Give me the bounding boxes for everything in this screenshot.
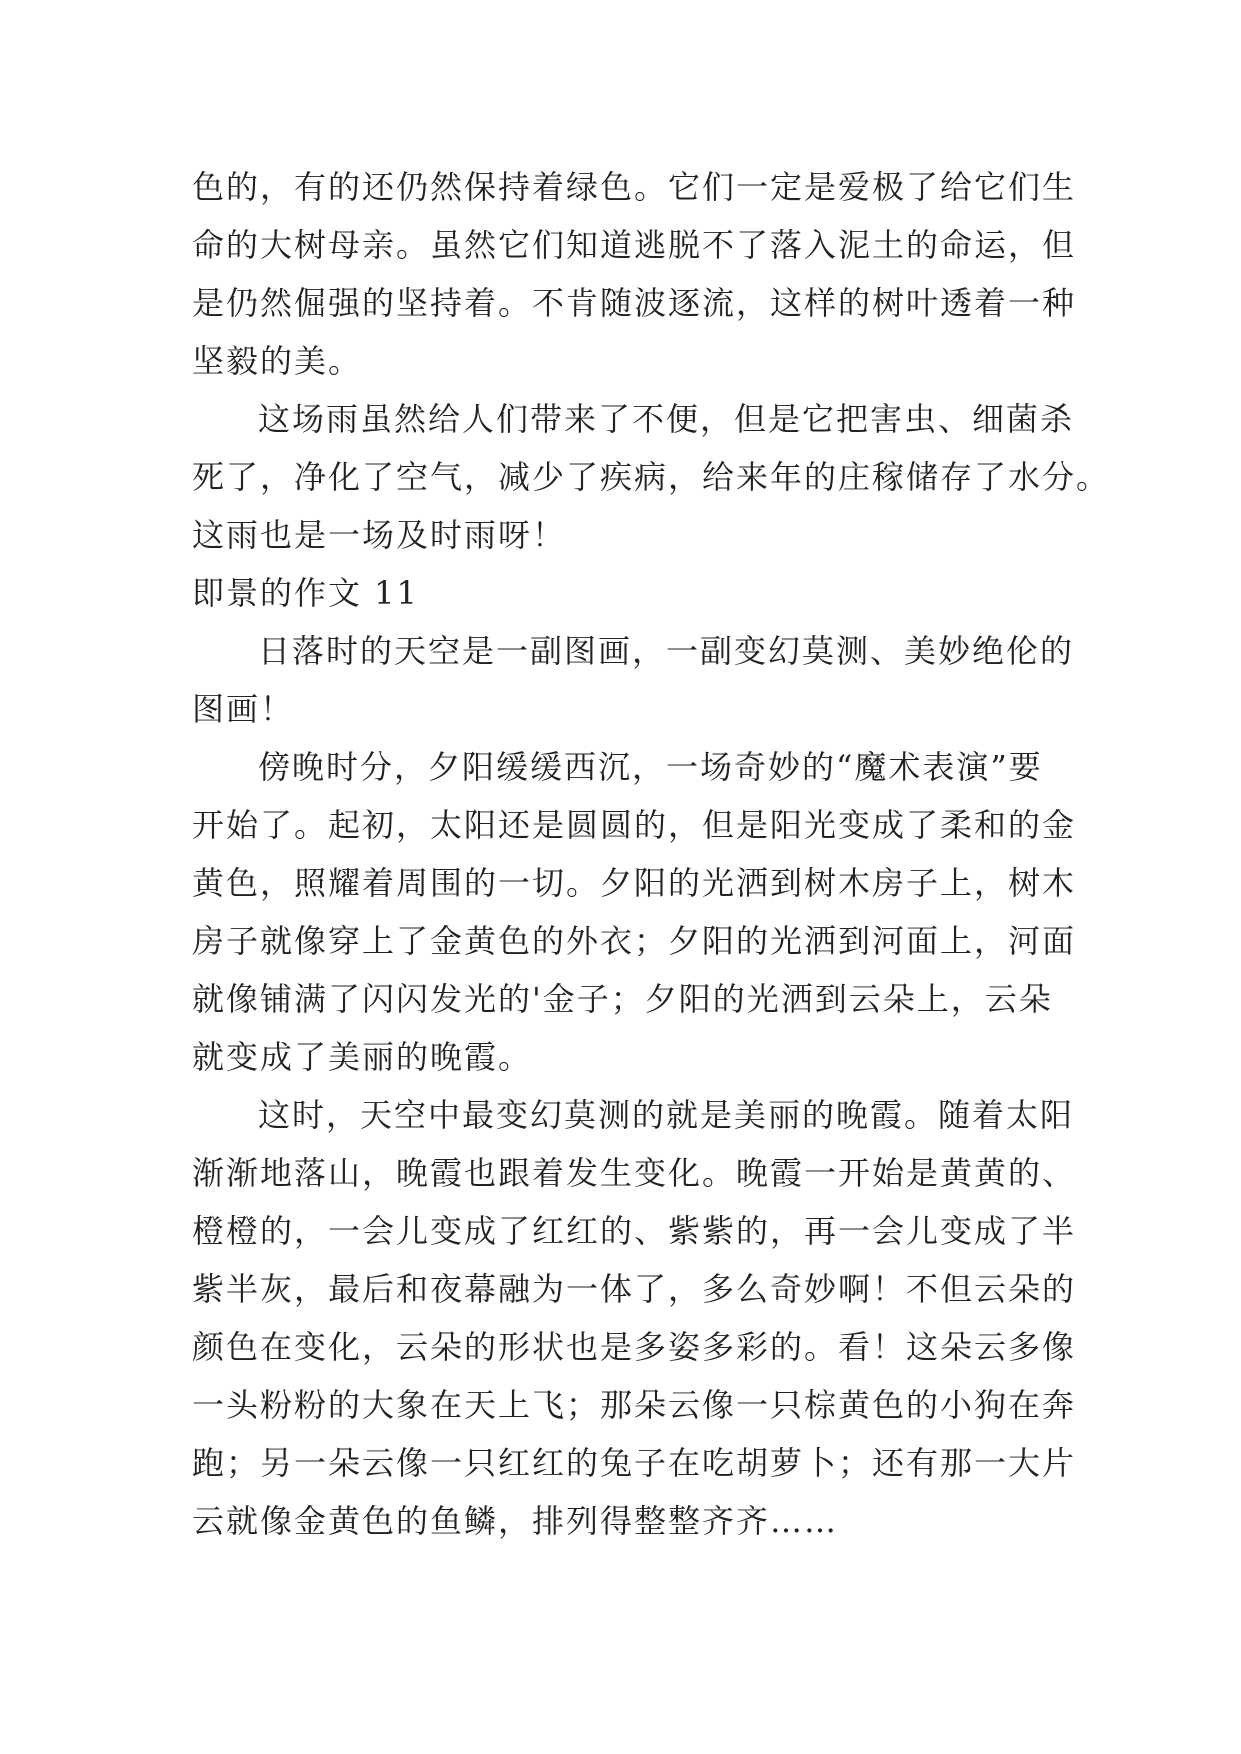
paragraph-line: 开始了。起初，太阳还是圆圆的，但是阳光变成了柔和的金	[192, 806, 1077, 844]
paragraph-line: 日落时的天空是一副图画，一副变幻莫测、美妙绝伦的	[258, 632, 1075, 670]
paragraph-line: 是仍然倔强的坚持着。不肯随波逐流，这样的树叶透着一种	[192, 284, 1077, 322]
paragraph-line: 这时，天空中最变幻莫测的就是美丽的晚霞。随着太阳	[258, 1096, 1075, 1134]
paragraph-line: 跑；另一朵云像一只红红的兔子在吃胡萝卜；还有那一大片	[192, 1444, 1077, 1482]
paragraph-line: 渐渐地落山，晚霞也跟着发生变化。晚霞一开始是黄黄的、	[192, 1154, 1077, 1192]
paragraph-line: 紫半灰，最后和夜幕融为一体了，多么奇妙啊！不但云朵的	[192, 1270, 1077, 1308]
paragraph-line: 一头粉粉的大象在天上飞；那朵云像一只棕黄色的小狗在奔	[192, 1386, 1077, 1424]
paragraph-line: 就像铺满了闪闪发光的'金子；夕阳的光洒到云朵上，云朵	[192, 980, 1053, 1018]
paragraph-line: 就变成了美丽的晚霞。	[192, 1038, 533, 1076]
paragraph-line: 这雨也是一场及时雨呀！	[192, 516, 567, 554]
paragraph-line: 橙橙的，一会儿变成了红红的、紫紫的，再一会儿变成了半	[192, 1212, 1077, 1250]
paragraph-line: 颜色在变化，云朵的形状也是多姿多彩的。看！这朵云多像	[192, 1328, 1077, 1366]
paragraph-line: 图画！	[192, 690, 295, 728]
paragraph-line: 黄色，照耀着周围的一切。夕阳的光洒到树木房子上，树木	[192, 864, 1077, 902]
section-heading: 即景的作文 11	[192, 574, 419, 612]
paragraph-line: 坚毅的美。	[192, 342, 363, 380]
paragraph-line: 色的，有的还仍然保持着绿色。它们一定是爱极了给它们生	[192, 168, 1077, 206]
paragraph-line: 命的大树母亲。虽然它们知道逃脱不了落入泥土的命运，但	[192, 226, 1077, 264]
paragraph-line: 死了，净化了空气，减少了疾病，给来年的庄稼储存了水分。	[192, 458, 1111, 496]
paragraph-line: 云就像金黄色的鱼鳞，排列得整整齐齐……	[192, 1502, 839, 1540]
essay-body	[192, 158, 1111, 1550]
paragraph-line: 房子就像穿上了金黄色的外衣；夕阳的光洒到河面上，河面	[192, 922, 1077, 960]
paragraph-line: 这场雨虽然给人们带来了不便，但是它把害虫、细菌杀	[258, 400, 1075, 438]
paragraph-line: 傍晚时分，夕阳缓缓西沉，一场奇妙的“魔术表演”要	[258, 748, 1043, 786]
